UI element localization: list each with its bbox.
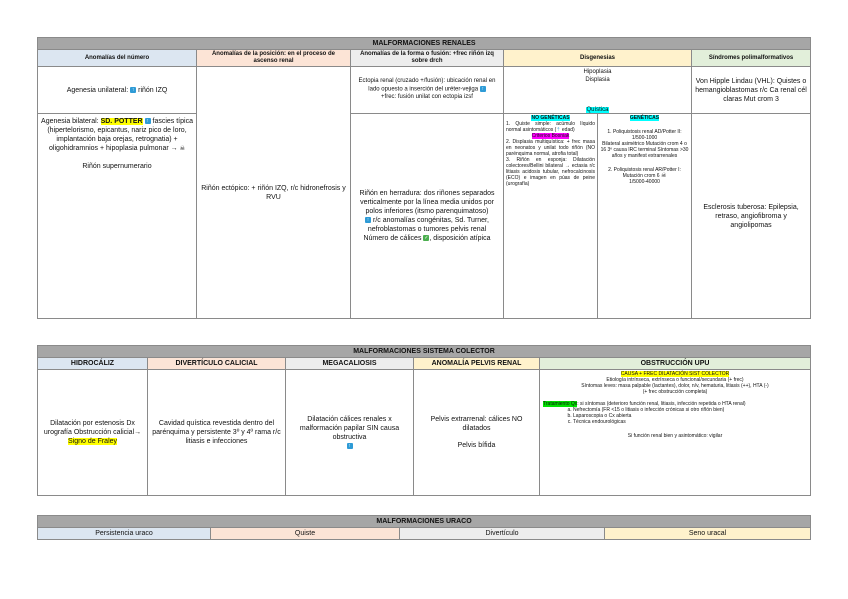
cell-pelvis-renal xyxy=(414,370,540,496)
header-hidrocaliz: HIDROCÁLIZ xyxy=(38,358,148,370)
geneticas-header: GENÉTICAS xyxy=(629,115,660,121)
cell-no-geneticas xyxy=(504,114,598,319)
check-icon: ✓ xyxy=(424,235,429,242)
pelvis-bifida: Pelvis bífida xyxy=(457,442,496,449)
poliquistosis-ad-freq: 1/500-1000 xyxy=(631,135,658,141)
info-icon: ↑ xyxy=(348,442,351,449)
poliquistosis-ad: 1. Poliquistosis renal AD/Potter II: xyxy=(607,129,682,135)
list-item: b. Laparoscopia o Cx abierta xyxy=(573,413,807,419)
upu-tratamiento-list xyxy=(543,407,807,425)
agenesia-bilateral-label: Agenesia bilateral: xyxy=(41,118,99,125)
header-diverticulo: Divertículo xyxy=(400,528,605,540)
signo-fraley: Signo de Fraley xyxy=(67,438,118,445)
header-seno-uracal: Seno uracal xyxy=(605,528,811,540)
list-item: c. Técnica endourológicas xyxy=(573,419,807,425)
quiste-simple-edad: edad) xyxy=(561,127,575,133)
pelvis-extrarrenal: Pelvis extrarrenal: cálices NO dilatados xyxy=(430,416,523,432)
table-title: MALFORMACIONES URACO xyxy=(38,516,811,528)
header-upu: OBSTRUCCIÓN UPU xyxy=(540,358,811,370)
header-sindromes: Síndromes polimalformativos xyxy=(692,50,811,67)
criterios-bosniak: Criterios Bosniak xyxy=(531,133,570,139)
rinon-esponja: 3. Riñón en esponja: Dilatación colectores/Bellini bilateral → ectasia r/c litiasis acidosis tubular, nefrocalcinosis (ECO) e imagen en púas de peine (urografía) xyxy=(506,157,595,187)
header-disgenesias: Disgenesias xyxy=(504,50,692,67)
poliquistosis-ar: 2. Poliquistosis renal AR/Potter I: xyxy=(608,167,681,173)
table-title: MALFORMACIONES RENALES xyxy=(38,38,811,50)
info-icon: ↑ xyxy=(366,217,370,224)
ectopia-desc: Ectopia renal (cruzado +/fusión): ubicación renal en lado opuesto a inserción del uréter-vejiga xyxy=(358,78,496,93)
header-numero: Anomalías del número xyxy=(38,50,197,67)
poliquistosis-ar-freq: 1/5000-40000 xyxy=(629,179,660,185)
herradura-disposicion: , disposición atípica xyxy=(429,235,491,242)
cell-megacaliosis xyxy=(286,370,414,496)
upu-sintomas: Síntomas leves: masa palpable (lactantes), dolor, n/v, hematuria, litiasis (++), HTA (-) xyxy=(581,383,769,389)
header-posicion: Anomalías de la posición: en el proceso de ascenso renal xyxy=(197,50,351,67)
agenesia-unilateral-label: Agenesia unilateral: xyxy=(66,86,129,94)
ectopia-frec: +frec: fusión unilat con ectopia izsf xyxy=(381,94,473,101)
list-item: a. Nefrectomía (FR <15 o litiasis o infección crónicas si otro riñón bien) xyxy=(573,407,807,413)
upu-tratamiento: : si síntomas (deterioro función renal, litiasis, infección repetida o HTA renal) xyxy=(577,401,746,407)
quiste-simple-desc: 1. Quiste simple: acúmulo líquido normal asintomáticos ( xyxy=(506,121,595,133)
header-quiste: Quiste xyxy=(211,528,400,540)
agenesia-bilateral-desc: fascies típica (hipertelorismo, epicantus, nariz pico de loro, implantación baja orejas, retrognatia) + oligohidramnios + hipoplasia pulmonar → xyxy=(47,118,193,152)
herradura-rc: r/c anomalías congénitas, Sd. Turner, nefroblastomas o tumores pelvis renal xyxy=(367,217,489,233)
table-malformaciones-renales xyxy=(37,37,811,319)
quiste-simple xyxy=(506,121,595,133)
supernumerario-label: Riñón supernumerario xyxy=(82,163,152,170)
hipoplasia-label: Hipoplasia xyxy=(583,69,612,75)
cell-obstruccion-upu xyxy=(540,370,811,496)
agenesia-unilateral-side: riñón IZQ xyxy=(138,86,168,94)
cell-agenesia-bilateral xyxy=(38,114,197,319)
displasia-label: Displasia xyxy=(585,76,610,83)
cell-hipoplasia-displasia xyxy=(504,67,692,114)
info-icon: ↑ xyxy=(146,118,149,125)
cell-geneticas xyxy=(598,114,692,319)
header-megacaliosis: MEGACALIOSIS xyxy=(286,358,414,370)
megacaliosis-desc: Dilatación cálices renales x malformación papilar SIN causa obstructiva xyxy=(299,415,400,441)
potter-badge: SD. POTTER xyxy=(100,118,143,125)
info-icon: ↑ xyxy=(131,86,135,93)
herradura-desc: Riñón en herradura: dos riñones separados verticalmente por la línea media unidos por polos inferiores (itsmo parenquimatoso) xyxy=(359,190,495,215)
hidrocaliz-desc: Dilatación por estenosis Dx urografía Obstrucción calicial→ xyxy=(43,420,142,436)
poliquistosis-ar-mut: Mutación crom 6 xyxy=(622,173,660,179)
up-arrow-icon: ⇡ xyxy=(556,127,561,133)
herradura-calices: Número de cálices xyxy=(363,235,422,242)
skull-icon: ☠ xyxy=(660,173,667,179)
cell-vhl: Von Hipple Lindau (VHL): Quistes o hemangioblastomas r/c Ca renal cél claras Mut crom 3 xyxy=(692,67,811,114)
table-title: MALFORMACIONES SISTEMA COLECTOR xyxy=(38,346,811,358)
header-persistencia-uraco: Persistencia uraco xyxy=(38,528,211,540)
header-forma: Anomalías de la forma o fusión: +frec riñón izq sobre drch xyxy=(351,50,504,67)
skull-icon: ☠ xyxy=(179,146,185,152)
cell-rinon-ectopico: Riñón ectópico: + riñón IZQ, r/c hidronefrosis y RVU xyxy=(197,67,351,319)
table-uraco xyxy=(37,515,811,540)
cell-agenesia-unilateral xyxy=(38,67,197,114)
displasia-multiquistica: 2. Displasia multiquística: + frec masa en neonatos y unilat todo riñón (NO parénquima normal, atrofia total) xyxy=(506,139,595,157)
upu-etiologia: Etiología intrínseca, extrínseca o funcional/secundaria (+ frec) xyxy=(606,377,744,383)
cell-ectopia-renal xyxy=(351,67,504,114)
upu-tratamiento-label: Tratamiento Qx xyxy=(543,401,578,407)
info-icon: ↑ xyxy=(481,85,484,92)
poliquistosis-ad-desc: Bilateral asimétrico Mutación crom 4 o 16 3º causa IRC terminal Síntomas >30 años y manifest extrarrenales xyxy=(600,141,689,159)
header-diverticulo: DIVERTÍCULO CALICIAL xyxy=(148,358,286,370)
no-geneticas-header: NO GENÉTICAS xyxy=(531,115,570,121)
upu-causa: CAUSA + FREC DILATACIÓN SIST COLECTOR xyxy=(620,371,730,377)
upu-vigilar: Si función renal bien y asintomático: vigilar xyxy=(627,433,723,439)
cell-hidrocaliz xyxy=(38,370,148,496)
upu-frec: (+ frec obstrucción completa) xyxy=(642,389,708,395)
quistica-label: Quística xyxy=(586,106,609,113)
header-pelvis: ANOMALÍA PELVIS RENAL xyxy=(414,358,540,370)
cell-esclerosis-tuberosa: Esclerosis tuberosa: Epilepsia, retraso, angiofibroma y angiolipomas xyxy=(692,114,811,319)
table-sistema-colector xyxy=(37,345,811,496)
cell-diverticulo-calicial: Cavidad quística revestida dentro del parénquima y persistente 3º y 4º rama r/c litiasis e infecciones xyxy=(148,370,286,496)
cell-rinon-herradura xyxy=(351,114,504,319)
